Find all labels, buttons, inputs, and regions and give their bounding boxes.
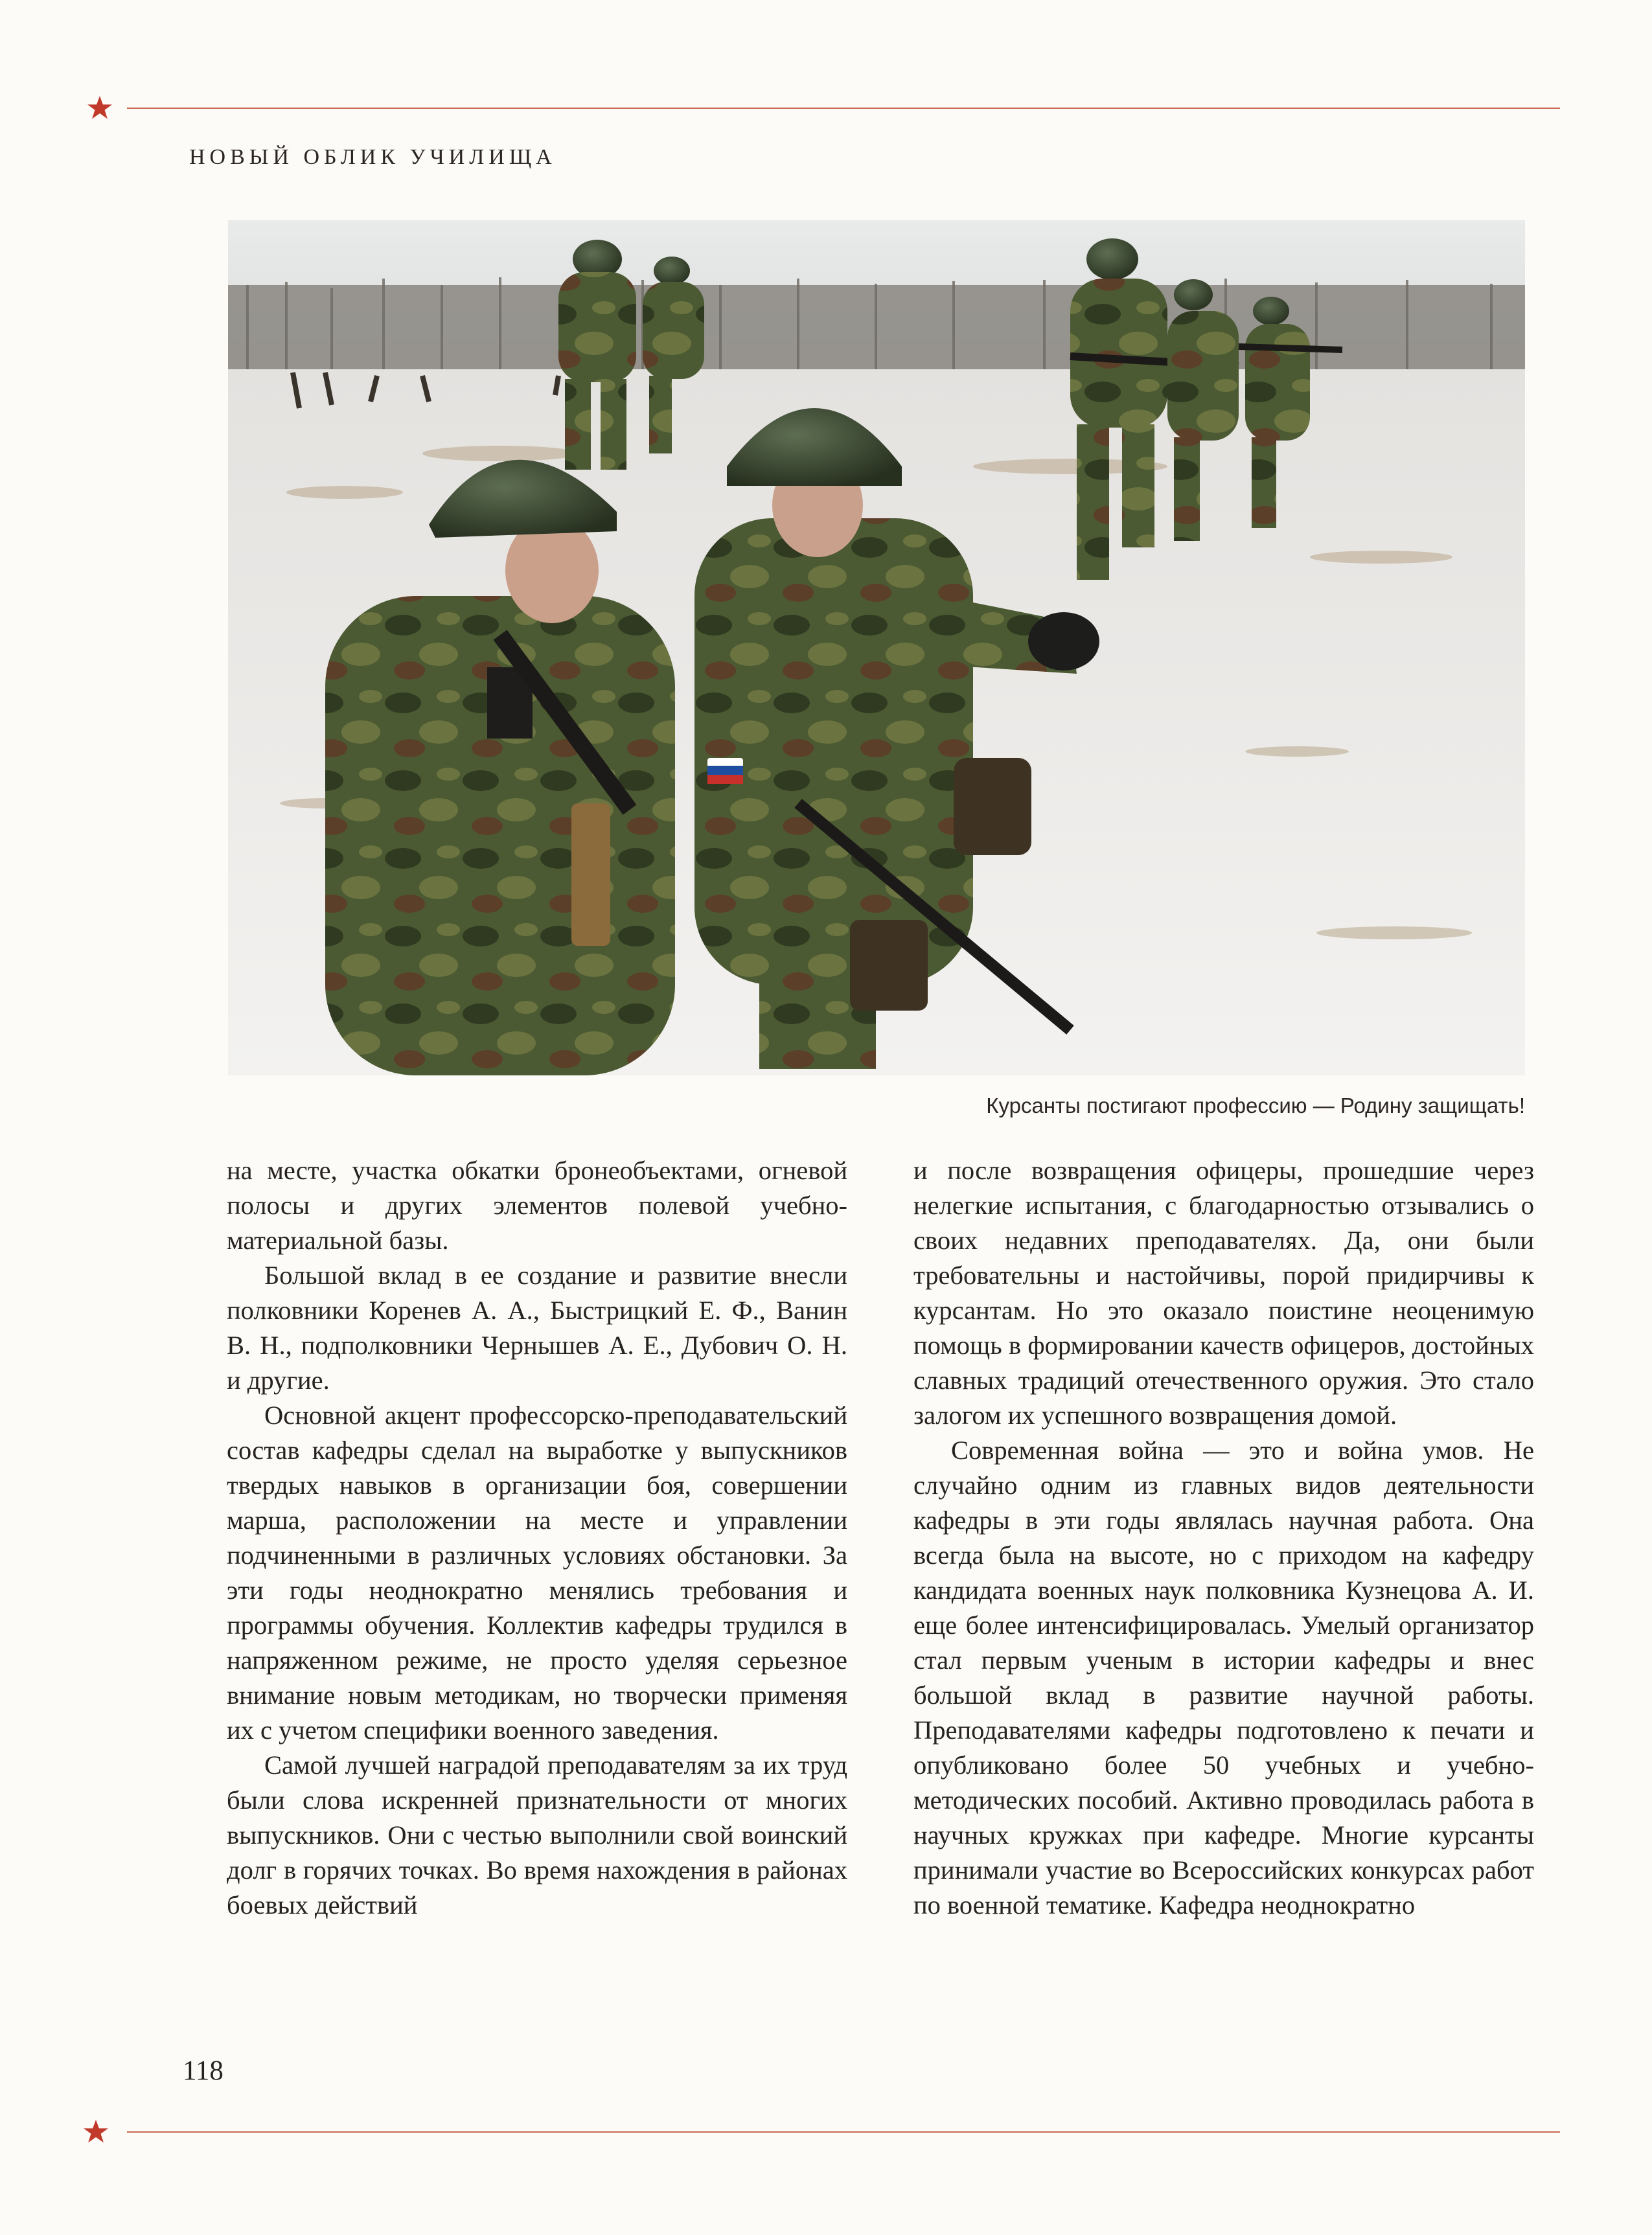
paragraph: Современная война — это и война умов. Не случайно одним из главных видов деятельности кафедры в эти годы являлась научная работа. Она всегда была на высоте, но с приходом на кафедру кандидата военных наук полковника Кузнецова А. И. еще более интенсифицировалась. Умелый организатор стал первым ученым в истории кафедры и внес большой вклад в развитие научной работы. Преподавателями кафедры подготовлено к печати и опубликовано более 50 учебных и учебно-методических пособий. Активно проводилась работа в научных кружках при кафедре. Многие курсанты принимали участие во Всероссийских конкурсах работ по военной тематике. Кафедра неоднократно xyxy=(913,1436,1534,1920)
text-column-left xyxy=(227,1153,847,1923)
photo-illustration xyxy=(228,220,1525,1075)
paragraph: Основной акцент профессорско-преподавательский состав кафедры сделал на выработке у выпускников твердых навыков в организации боя, совершении марша, расположении на месте и управлении подчиненными в различных условиях обстановки. За эти годы неоднократно менялись требования и программы обучения. Коллектив кафедры трудился в напряженном режиме, не просто уделяя серьезное внимание новым методикам, но творчески применяя их с учетом специфики военного заведения. xyxy=(227,1401,847,1745)
running-head: НОВЫЙ ОБЛИК УЧИЛИЩА xyxy=(189,145,556,169)
top-rule xyxy=(127,108,1560,109)
paragraph: на месте, участка обкатки бронеобъектами, огневой полосы и других элементов полевой учебно-материальной базы. xyxy=(227,1156,847,1255)
paragraph: и после возвращения офицеры, прошедшие через нелегкие испытания, с благодарностью отзывались о своих недавних преподавателях. Да, они были требовательны и настойчивы, порой придирчивы к курсантам. Но это оказало поистине неоценимую помощь в формировании качеств офицеров, достойных славных традиций отечественного оружия. Это стало залогом их успешного возвращения домой. xyxy=(913,1156,1534,1430)
star-icon xyxy=(86,95,113,122)
photo-cadets-winter-exercise xyxy=(228,220,1525,1075)
page-number: 118 xyxy=(183,2056,224,2086)
paragraph: Большой вклад в ее создание и развитие внесли полковники Коренев А. А., Быстрицкий Е. Ф., Ванин В. Н., подполковники Чернышев А. Е., Дубович О. Н. и другие. xyxy=(227,1261,847,1395)
paragraph: Самой лучшей наградой преподавателям за их труд были слова искренней признательности от многих выпускников. Они с честью выполнили свой воинский долг в горячих точках. Во время нахождения в районах боевых действий xyxy=(227,1750,847,1920)
bottom-rule xyxy=(127,2131,1560,2133)
text-column-right xyxy=(913,1153,1534,1923)
star-icon xyxy=(82,2118,109,2146)
photo-caption: Курсанты постигают профессию — Родину защищать! xyxy=(986,1094,1525,1118)
